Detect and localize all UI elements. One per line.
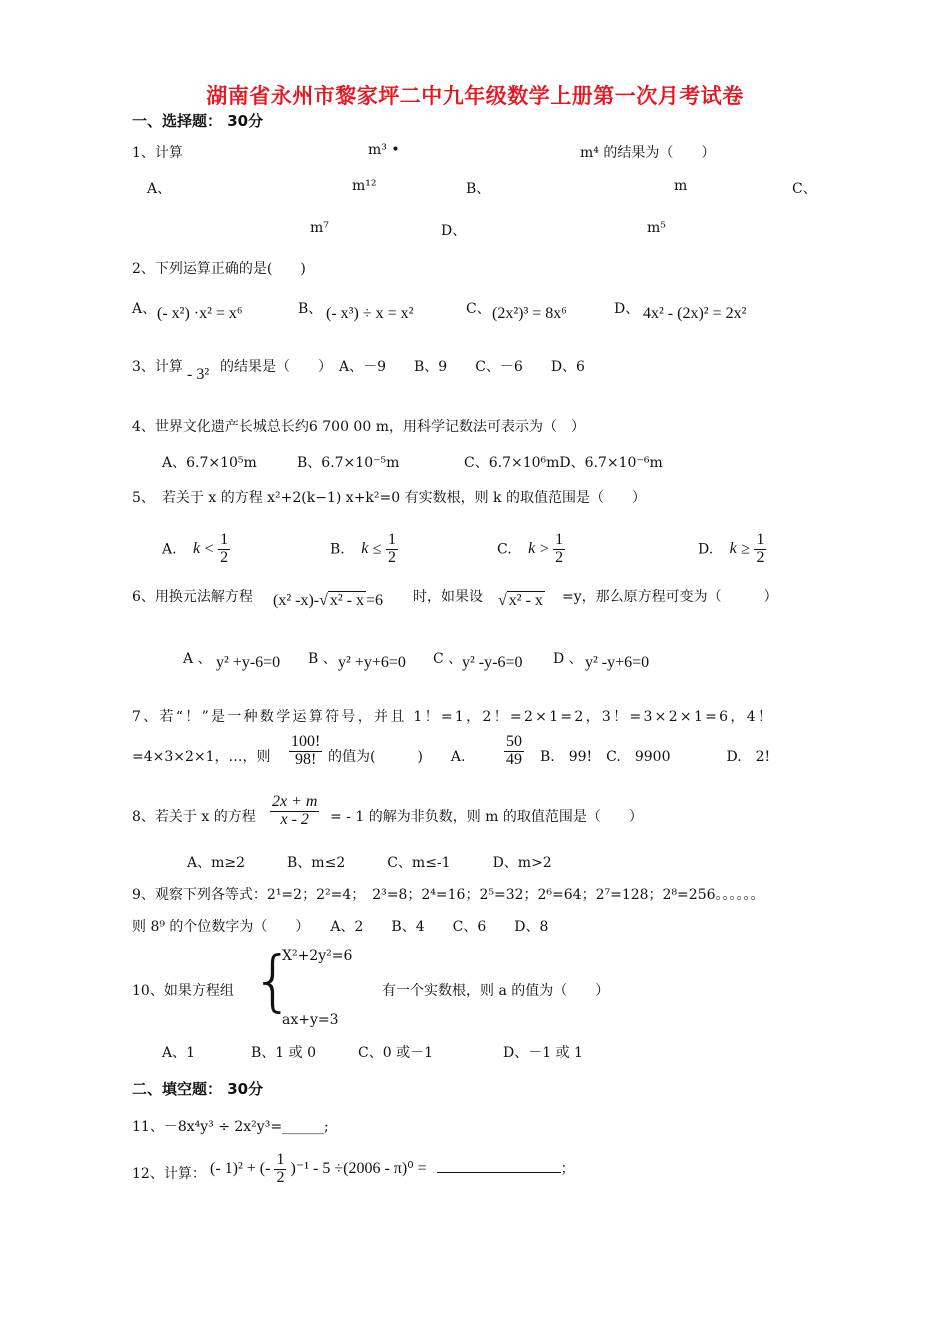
q5-a-var: k xyxy=(193,540,201,558)
q2-option-c-expr: (2x²)³ = 8x⁶ xyxy=(492,305,567,322)
q12-answer-blank[interactable] xyxy=(437,1172,561,1173)
q6-option-a-label: A 、 xyxy=(183,651,212,667)
page-title: 湖南省永州市黎家坪二中九年级数学上册第一次月考试卷 xyxy=(206,84,744,108)
q6-sqrt: √ x² - x xyxy=(319,592,365,609)
q12-expression xyxy=(210,1152,575,1187)
q3-expr: - 3² xyxy=(187,366,210,383)
q1-option-c-value: m⁷ xyxy=(310,220,329,236)
q10-tail: 有一个实数根，则 a 的值为（ ） xyxy=(382,983,610,999)
q10-equation-2: ax+y=3 xyxy=(282,1012,339,1028)
q5-option-d xyxy=(698,532,766,567)
q2-option-c-label: C、 xyxy=(466,301,491,317)
q10-stem: 10、如果方程组 xyxy=(132,983,234,999)
q5-b-op: ≤ xyxy=(372,540,382,558)
q1-tail: m⁴ 的结果为（ ） xyxy=(580,145,716,161)
q5-a-op: < xyxy=(204,540,214,558)
q5-option-a xyxy=(162,532,230,567)
q5-c-fraction: $\frac{1}{2}$ xyxy=(555,531,564,566)
q2-option-d-expr: 4x² - (2x)² = 2x² xyxy=(643,305,747,322)
q2-stem: 2、下列运算正确的是( ) xyxy=(132,261,306,277)
q6-option-c-label: C 、 xyxy=(433,651,463,667)
q4-stem: 4、世界文化遗产长城总长约6 700 00 m，用科学记数法可表示为（ ） xyxy=(132,419,585,435)
q12-end: ； xyxy=(560,1161,575,1177)
q5-b-fraction: $\frac{1}{2}$ xyxy=(388,531,396,566)
q7-options-start: 的值为( ) A. xyxy=(328,749,466,765)
q5-a-fraction: $\frac{1}{2}$ xyxy=(220,531,229,566)
q5-d-op: ≥ xyxy=(741,540,750,558)
q6-equation xyxy=(273,592,383,610)
q6-option-b-label: B 、 xyxy=(308,651,337,667)
section-heading-fill: 二、填空题： 30分 xyxy=(132,1080,264,1098)
q8-tail: = - 1 的解为非负数，则 m 的取值范围是（ ） xyxy=(330,809,643,825)
q5-d-var: k xyxy=(729,540,737,558)
q5-a-label: A. xyxy=(162,541,177,558)
q1-expr: m³ • xyxy=(368,142,400,158)
q5-d-label: D. xyxy=(698,541,714,558)
q5-d-fraction: $\frac{1}{2}$ xyxy=(756,531,765,566)
q1-option-d-label: D、 xyxy=(441,223,467,239)
q6-mid: 时，如果设 xyxy=(413,589,483,605)
q5-c-var: k xyxy=(528,540,536,558)
q3-options: 的结果是（ ） A、－9 B、9 C、－6 D、6 xyxy=(220,359,585,375)
q12-label: 12、计算： xyxy=(132,1166,206,1182)
q8-options: A、m≥2 B、m≤2 C、m≤-1 D、m>2 xyxy=(187,855,552,871)
q1-option-b-value: m xyxy=(674,178,688,194)
q6-sqrt-2: √ x² - x xyxy=(498,592,543,609)
q6-substitution xyxy=(498,592,545,610)
q6-option-d-expr: y² -y+6=0 xyxy=(585,654,650,671)
q9-line2: 则 8⁹ 的个位数字为（ ） A、2 B、4 C、6 D、8 xyxy=(132,919,549,935)
q6-option-d-label: D 、 xyxy=(553,651,583,667)
q12-fraction: $\frac{1}{2}$ xyxy=(276,1151,285,1186)
q7-option-a-fraction: $\frac{50}{49}$ xyxy=(506,733,522,768)
q7-options-rest: B. 99! C. 9900 D. 2! xyxy=(540,749,771,765)
q5-b-var: k xyxy=(361,540,369,558)
q10-brace: { xyxy=(252,942,294,1019)
q1-option-b-label: B、 xyxy=(466,181,491,197)
q5-stem: 5、 若关于 x 的方程 x²+2(k−1) x+k²=0 有实数根，则 k 的取值范围是（ ） xyxy=(132,490,646,506)
q2-option-b-label: B、 xyxy=(298,301,323,317)
q11-text: 11、－8x⁴y³ ÷ 2x²y³=______; xyxy=(132,1119,329,1135)
q5-c-op: > xyxy=(539,540,549,558)
q10-options: A、1 B、1 或 0 C、0 或－1 D、－1 或 1 xyxy=(162,1045,583,1061)
q2-option-a-expr: (- x²) ·x² = x⁶ xyxy=(157,305,243,322)
q7-line1: 7、若“！”是一种数学运算符号，并且 1！=1，2！=2×1=2，3！=3×2×1=6，4！ xyxy=(132,709,775,725)
q4-option-a: A、6.7×10⁵m xyxy=(162,455,257,471)
q5-b-label: B. xyxy=(330,541,345,558)
q6-stem: 6、用换元法解方程 xyxy=(132,589,253,605)
q5-c-label: C. xyxy=(497,541,512,558)
q1-option-a-label: A、 xyxy=(147,181,172,197)
q1-option-a-value: m¹² xyxy=(352,178,377,194)
q3-stem: 3、计算 xyxy=(132,359,183,375)
q1-option-c-label: C、 xyxy=(792,181,817,197)
q2-option-d-label: D、 xyxy=(614,301,640,317)
q7-line2-start: =4×3×2×1，…，则 xyxy=(132,749,271,765)
q2-option-b-expr: (- x³) ÷ x = x² xyxy=(326,305,414,322)
q9-line1: 9、观察下列各等式：2¹=2；2²=4； 2³=8；2⁴=16；2⁵=32；2⁶=64；2⁷=128；2⁸=256。。。。。。 xyxy=(132,887,765,903)
q6-option-b-expr: y² +y+6=0 xyxy=(338,654,406,671)
q5-option-b xyxy=(330,532,398,567)
q6-eq: =6 xyxy=(366,592,384,609)
q6-tail: =y，那么原方程可变为（ ） xyxy=(562,589,778,605)
q5-option-c xyxy=(497,532,565,567)
q4-option-b: B、6.7×10⁻⁵m xyxy=(297,455,400,471)
q12-expr-part2: )⁻¹ - 5 ÷(2006 - π)⁰ = xyxy=(290,1159,427,1177)
q4-option-cd: C、6.7×10⁶mD、6.7×10⁻⁶m xyxy=(464,455,663,471)
q2-option-a-label: A、 xyxy=(132,301,157,317)
q12-expr-part1: (- 1)² + (- xyxy=(210,1159,271,1177)
section-heading-choice: 一、选择题： 30分 xyxy=(132,112,264,130)
q6-option-a-expr: y² +y-6=0 xyxy=(216,654,281,671)
q1-option-d-value: m⁵ xyxy=(647,220,666,236)
q7-fraction: $\frac{100!}{98!}$ xyxy=(291,733,321,768)
q6-expr-part1: (x² -x)- xyxy=(273,592,320,609)
q1-stem: 1、计算 xyxy=(132,145,183,161)
q8-stem: 8、若关于 x 的方程 xyxy=(132,809,256,825)
q8-fraction: $\frac{2x + m}{x - 2}$ xyxy=(272,793,318,828)
q10-equation-1: X²+2y²=6 xyxy=(282,948,353,964)
q6-option-c-expr: y² -y-6=0 xyxy=(462,654,523,671)
